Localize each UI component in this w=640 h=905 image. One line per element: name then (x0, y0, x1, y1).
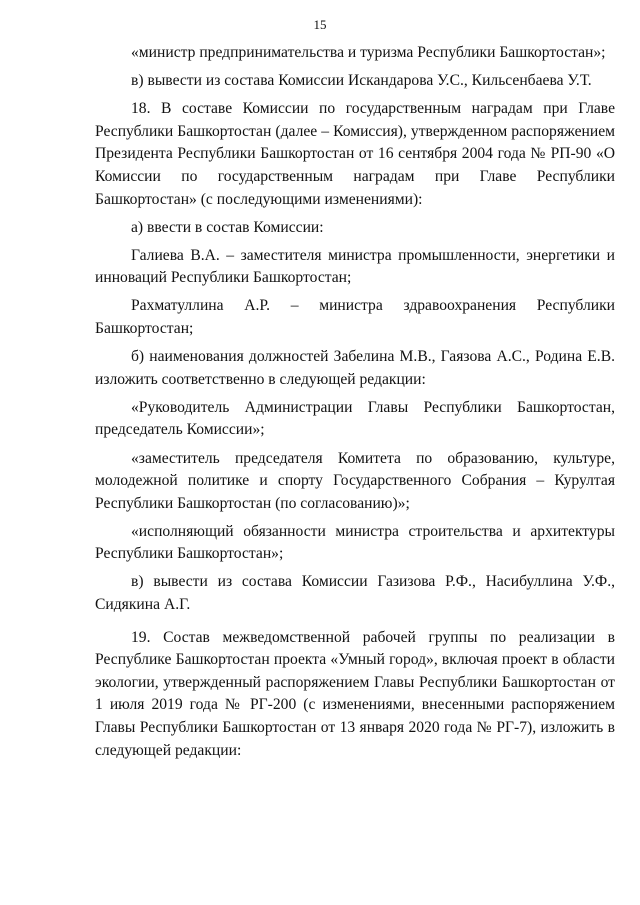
paragraph-position-head-admin: «Руководитель Администрации Главы Республики Башкортостан, председатель Комиссии»; (95, 398, 615, 439)
paragraph-member-rakhmatullin: Рахматуллина А.Р. – министра здравоохранения Республики Башкортостан; (95, 297, 615, 338)
paragraph-minister-title: «министр предпринимательства и туризма Республики Башкортостан»; (131, 44, 606, 61)
paragraph-remove-members: в) вывести из состава Комиссии Искандарова У.С., Кильсенбаева У.Т. (131, 72, 592, 90)
paragraph-item-19: 19. Состав межведомственной рабочей группы по реализации в Республике Башкортостан проекта «Умный город», включая проект в области экологии, утвержденный распоряжением Главы Республики Башкортостан от 1 июля 2019 года № РГ-200 (с изменениями, внесенными распоряжением Главы Республики Башкортостан от 13 января 2020 года № РГ-7), изложить в следующей редакции: (95, 628, 615, 759)
paragraph-remove-members-2: в) вывести из состава Комиссии Газизова Р.Ф., Насибуллина У.Ф., Сидякина А.Г. (95, 573, 615, 614)
paragraph-add-members: а) ввести в состав Комиссии: (131, 218, 324, 236)
document-body (95, 42, 615, 768)
paragraph-position-deputy-chair: «заместитель председателя Комитета по образованию, культуре, молодежной политике и спорту Государственного Собрания – Курултая Республики Башкортостан (по согласованию)»; (95, 449, 615, 512)
paragraph-position-acting-minister: «исполняющий обязанности министра строительства и архитектуры Республики Башкортостан»; (95, 522, 615, 563)
paragraph-item-18: 18. В составе Комиссии по государственным наградам при Главе Республики Башкортостан (далее – Комиссия), утвержденном распоряжением Президента Республики Башкортостан от 16 сентября 2004 года № РП-90 «О Комиссии по государственным наградам при Главе Республики Башкортостан» (с последующими изменениями): (95, 100, 615, 208)
paragraph-member-galiev: Галиева В.А. – заместителя министра промышленности, энергетики и инноваций Республики Башкортостан; (95, 246, 615, 287)
paragraph-rename-positions: б) наименования должностей Забелина М.В., Гаязова А.С., Родина Е.В. изложить соответственно в следующей редакции: (95, 348, 615, 388)
page-number: 15 (313, 17, 327, 32)
